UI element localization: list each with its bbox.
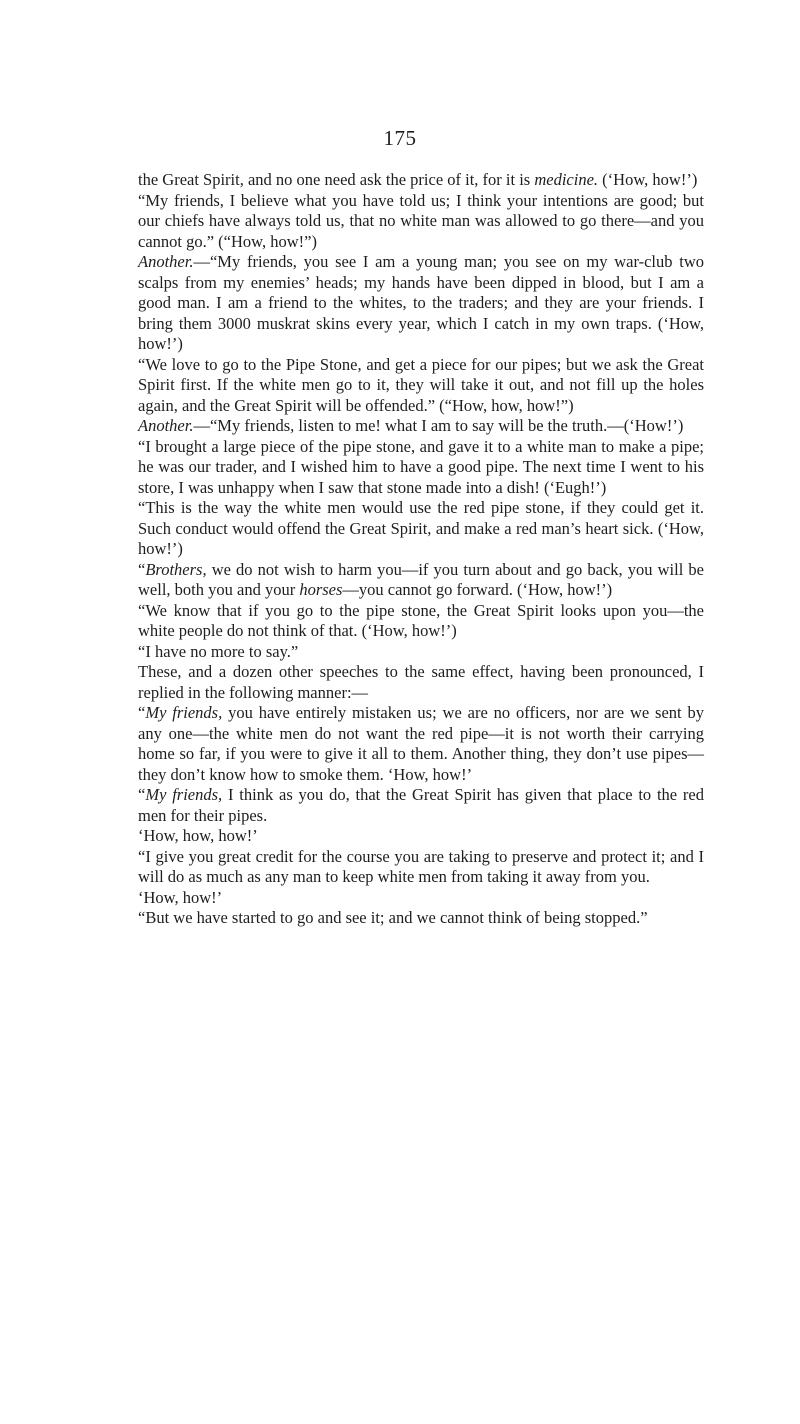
italic-text-fragment: My friends, bbox=[145, 785, 223, 804]
text-fragment: —“My friends, listen to me! what I am to say will be the truth.—(‘How!’) bbox=[193, 416, 684, 435]
text-fragment: “I brought a large piece of the pipe stone, and gave it to a white man to make a pipe; he was our trader, and I wished him to have a good pipe. The next time I went to his store, I was unhappy when I saw that stone made into a dish! (‘Eugh!’) bbox=[138, 436, 709, 497]
italic-text-fragment: horses bbox=[299, 580, 343, 599]
text-fragment: ‘How, how, how!’ bbox=[138, 826, 258, 845]
text-fragment: “ bbox=[138, 559, 146, 579]
text-fragment: “I have no more to say.” bbox=[138, 641, 299, 661]
italic-text-fragment: medicine. bbox=[534, 170, 599, 189]
paragraph bbox=[138, 642, 704, 663]
paragraph bbox=[138, 416, 704, 437]
text-fragment: —“My friends, you see I am a young man; you see on my war-club two scalps from my enemies’ heads; my hands have been dipped in blood, but I am a good man. I am a friend to the whites, to the traders; and they are your friends. I bring them 3000 muskrat skins every year, which I catch in my own traps. (‘How, how!’) bbox=[138, 252, 709, 353]
page-number: 175 bbox=[383, 126, 417, 150]
paragraph bbox=[138, 190, 709, 253]
paragraph bbox=[138, 703, 709, 785]
paragraph bbox=[138, 559, 709, 601]
text-fragment: we do not wish to harm you—if you turn about and go back, you will be well, both you and your bbox=[138, 559, 709, 599]
text-fragment: ‘How, how!’ bbox=[138, 887, 223, 907]
text-fragment: you have entirely mistaken us; we are no officers, nor are we sent by any one—the white men do not want the red pipe—it is not worth their carrying home so far, if you were to give it all to them. Another thing, they don’t use pipes—they don’t know how to smoke them. ‘How, how!’ bbox=[138, 703, 709, 784]
text-fragment: “But we have started to go and see it; and we cannot think of being stopped.” bbox=[138, 908, 648, 927]
paragraph bbox=[138, 252, 709, 355]
paragraph bbox=[138, 826, 704, 847]
paragraph bbox=[138, 888, 704, 909]
body-text bbox=[138, 170, 709, 929]
paragraph bbox=[138, 785, 709, 826]
text-fragment: “I give you great credit for the course you are taking to preserve and protect it; and I will do as much as any man to keep white men from taking it away from you. bbox=[138, 846, 709, 886]
text-fragment: These, and a dozen other speeches to the same effect, having been pronounced, I replied in the following manner:— bbox=[138, 662, 709, 702]
text-fragment: “This is the way the white men would use the red pipe stone, if they could get it. Such conduct would offend the Great Spirit, and make a red man’s heart sick. (‘How, how!’) bbox=[138, 498, 709, 558]
paragraph bbox=[138, 436, 709, 499]
text-fragment: “We know that if you go to the pipe stone, the Great Spirit looks upon you—the white people do not think of that. (‘How, how!’) bbox=[138, 600, 709, 640]
text-fragment: “My friends, I believe what you have told us; I think your intentions are good; but our chiefs have always told us, that no white man was allowed to go there—and you cannot go.” (“How, how!”) bbox=[138, 190, 709, 251]
text-fragment: “ bbox=[138, 785, 146, 804]
paragraph bbox=[138, 908, 704, 929]
paragraph bbox=[138, 600, 709, 642]
paragraph bbox=[138, 662, 709, 703]
paragraph bbox=[138, 498, 709, 560]
italic-text-fragment: Brothers, bbox=[145, 559, 207, 579]
text-fragment: —you cannot go forward. (‘How, how!’) bbox=[342, 580, 613, 599]
paragraph bbox=[138, 170, 704, 191]
paragraph bbox=[138, 354, 709, 417]
text-fragment: the Great Spirit, and no one need ask the price of it, for it is bbox=[138, 170, 535, 189]
italic-text-fragment: Another. bbox=[138, 416, 194, 435]
text-fragment: “We love to go to the Pipe Stone, and get a piece for our pipes; but we ask the Great Spirit first. If the white men go to it, they will take it out, and not fill up the holes again, and the Great Spirit will be offended.” (“How, how, how!”) bbox=[138, 354, 709, 415]
text-fragment: (‘How, how!’) bbox=[598, 170, 698, 189]
text-fragment: I think as you do, that the Great Spirit has given that place to the red men for their pipes. bbox=[138, 785, 709, 825]
paragraph bbox=[138, 846, 709, 888]
text-fragment: “ bbox=[138, 703, 146, 722]
italic-text-fragment: Another. bbox=[138, 252, 194, 271]
italic-text-fragment: My friends, bbox=[145, 703, 223, 722]
